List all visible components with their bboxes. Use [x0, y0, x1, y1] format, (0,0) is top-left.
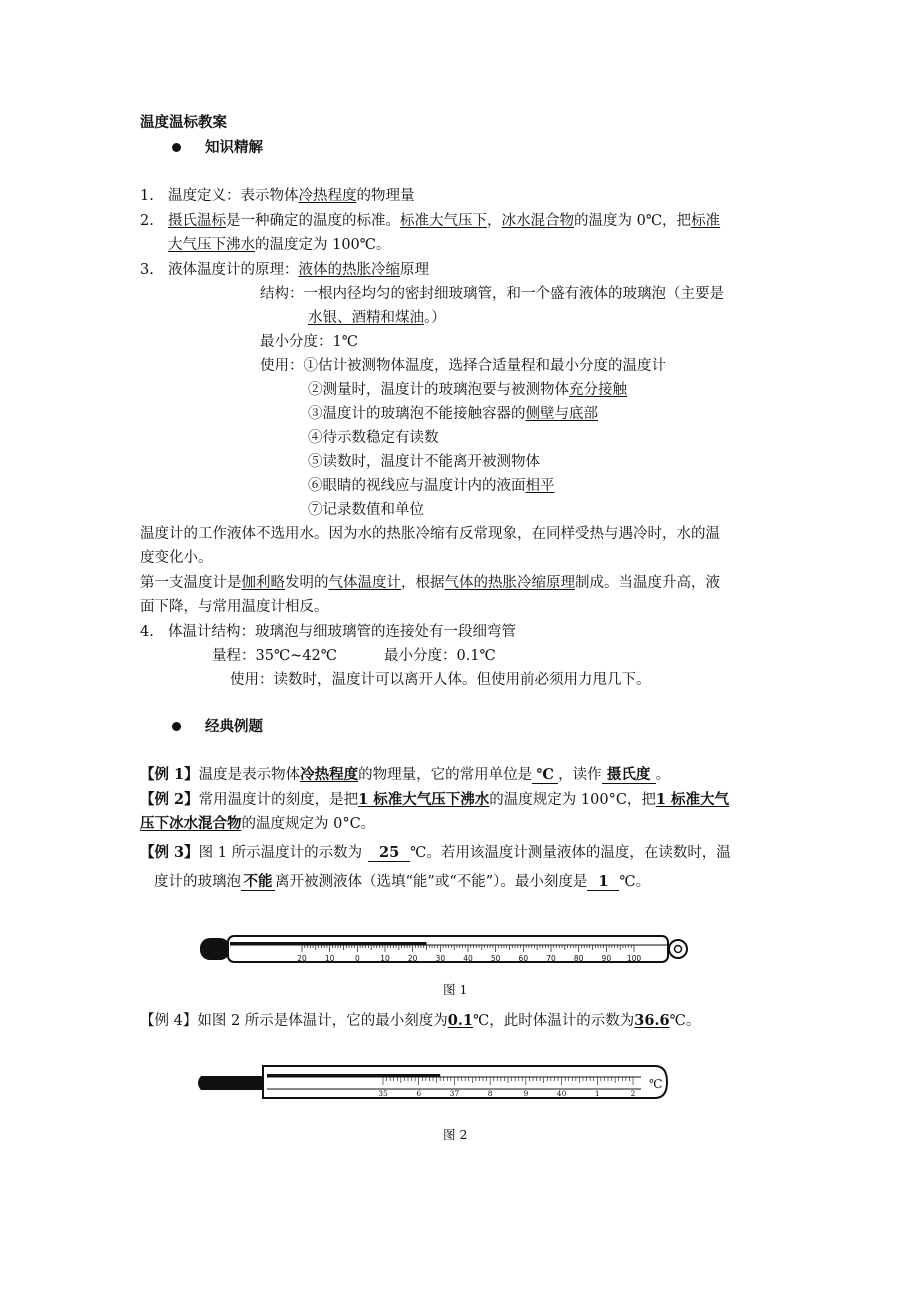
- fig2-liquid-column: [267, 1074, 440, 1077]
- section-knowledge: 知识精解: [172, 138, 263, 158]
- fig1-tick-label: 40: [463, 954, 473, 963]
- para-galileo-line2: 面下降，与常用温度计相反。: [140, 599, 329, 615]
- clinical-usage: 使用：读数时，温度计可以离开人体。但使用前必须用力甩几下。: [230, 672, 651, 688]
- usage-1: 使用：①估计被测物体温度，选择合适量程和最小分度的温度计: [260, 358, 666, 374]
- thermometer-figure-2: [193, 1062, 673, 1104]
- fig1-tick-label: 60: [518, 954, 529, 963]
- fig1-tick-label: 100: [626, 954, 642, 963]
- clinical-min-division: 最小分度：0.1℃: [384, 648, 496, 664]
- fig2-tick-label: 6: [416, 1089, 422, 1098]
- fig2-body: [263, 1066, 667, 1098]
- fig2-unit: ℃: [649, 1077, 663, 1091]
- fig1-liquid-column: [230, 942, 427, 945]
- item-2-line1: 2. 摄氏温标是一种确定的温度的标准。标准大气压下，冰水混合物的温度为 0℃，把标准: [140, 213, 721, 229]
- thermometer-figure-1: [198, 928, 698, 970]
- min-division: 最小分度：1℃: [260, 334, 358, 350]
- fig1-tick-label: 20: [297, 954, 307, 963]
- figure-2-caption: 图 2: [443, 1127, 468, 1142]
- structure-line1: 结构：一根内径均匀的密封细玻璃管，和一个盛有液体的玻璃泡（主要是: [260, 286, 724, 302]
- fig2-tick-label: 9: [523, 1089, 529, 1098]
- item-3: 3. 液体温度计的原理：液体的热胀冷缩原理: [140, 262, 429, 278]
- usage-4: ④待示数稳定有读数: [308, 430, 439, 446]
- fig1-tick-label: 70: [546, 954, 556, 963]
- bullet-icon: [172, 143, 181, 152]
- example-2-line1: 【例 2】常用温度计的刻度，是把1 标准大气压下沸水的温度规定为 100°C，把1 标准大气: [140, 791, 730, 808]
- bullet-icon: [172, 722, 181, 731]
- clinical-range: 量程：35℃~42℃: [212, 648, 337, 664]
- fig2-tick-label: 1: [594, 1089, 600, 1098]
- usage-6: ⑥眼睛的视线应与温度计内的液面相平: [308, 478, 555, 494]
- fig2-bulb: [198, 1076, 263, 1090]
- usage-7: ⑦记录数值和单位: [308, 502, 424, 518]
- structure-line2: 水银、酒精和煤油。）: [308, 310, 446, 326]
- doc-title: 温度温标教案: [140, 114, 227, 131]
- usage-5: ⑤读数时，温度计不能离开被测物体: [308, 454, 540, 470]
- example-4: 【例 4】如图 2 所示是体温计，它的最小刻度为0.1℃，此时体温计的示数为36.6℃。: [140, 1012, 701, 1029]
- fig1-tick-label: 10: [324, 954, 335, 963]
- figure-1-caption: 图 1: [443, 982, 468, 997]
- example-3-line1: 【例 3】图 1 所示温度计的示数为 25 ℃。若用该温度计测量液体的温度，在读数时，温: [140, 844, 731, 861]
- fig2-tick-label: 2: [630, 1089, 636, 1098]
- fig1-tick-label: 90: [601, 954, 612, 963]
- example-1: 【例 1】温度是表示物体冷热程度的物理量，它的常用单位是 ℃ ，读作 摄氏度 。: [140, 766, 671, 783]
- usage-3: ③温度计的玻璃泡不能接触容器的侧壁与底部: [308, 406, 598, 422]
- fig1-tick-label: 10: [380, 954, 390, 963]
- fig2-tick-label: 8: [487, 1089, 493, 1098]
- fig1-tick-label: 50: [490, 954, 501, 963]
- section-examples: 经典例题: [172, 717, 263, 737]
- fig1-tick-label: 80: [573, 954, 584, 963]
- fig1-bulb: [200, 938, 230, 960]
- item-4: 4. 体温计结构：玻璃泡与细玻璃管的连接处有一段细弯管: [140, 624, 516, 640]
- para-water-line2: 度变化小。: [140, 550, 213, 566]
- usage-2: ②测量时，温度计的玻璃泡要与被测物体充分接触: [308, 382, 627, 398]
- example-2-line2: 压下冰水混合物的温度规定为 0°C。: [140, 815, 376, 832]
- fig1-end-ring-inner: [675, 946, 682, 953]
- para-galileo-line1: 第一支温度计是伽利略发明的气体温度计，根据气体的热胀冷缩原理制成。当温度升高，液: [140, 575, 720, 591]
- item-1: 1. 温度定义：表示物体冷热程度的物理量: [140, 188, 415, 204]
- item-2-line2: 大气压下沸水的温度定为 100℃。: [168, 237, 391, 253]
- fig1-tick-label: 30: [435, 954, 446, 963]
- fig2-tick-label: 37: [449, 1089, 460, 1098]
- fig1-tick-label: 0: [354, 954, 360, 963]
- fig2-tick-label: 40: [556, 1089, 567, 1098]
- fig2-tick-label: 35: [378, 1089, 388, 1098]
- fig1-tick-label: 20: [407, 954, 418, 963]
- para-water-line1: 温度计的工作液体不选用水。因为水的热胀冷缩有反常现象，在同样受热与遇冷时，水的温: [140, 526, 720, 542]
- example-3-line2: 度计的玻璃泡 不能 离开被测液体（选填“能”或“不能”）。最小刻度是 1 ℃。: [154, 873, 651, 890]
